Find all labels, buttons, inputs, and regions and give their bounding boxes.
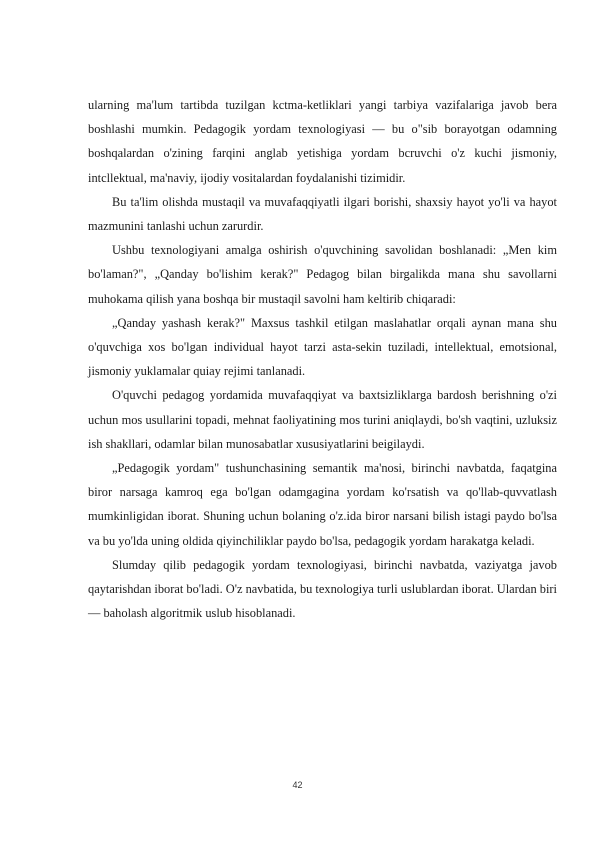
page-body bbox=[88, 93, 557, 625]
page-number: 42 bbox=[292, 780, 303, 790]
paragraph-4: „Qanday yashash kerak?" Maxsus tashkil etilgan maslahatlar orqali aynan mana shu o'quvchiga xos bo'lgan individual hayot tarzi asta-sekin tuziladi, intellektual, emotsional, jismoniy yuklamalar quiay rejimi tanlanadi. bbox=[88, 315, 557, 379]
paragraph-6: „Pedagogik yordam" tushunchasining semantik ma'nosi, birinchi navbatda, faqatgina biror narsaga kamroq ega bo'lgan odamgagina yordam ko'rsatish va qo'llab-quvvatlash mumkinligidan iborat. Shuning uchun bolaning o'z.ida biror narsani bilish istagi paydo bo'lsa va bu yo'lda uning oldida qiyinchiliklar paydo bo'lsa, pedagogik yordam harakatga keladi. bbox=[88, 461, 557, 548]
paragraph-1: ularning ma'lum tartibda tuzilgan kctma-ketliklari yangi tarbiya vazifalariga javob bera boshlashi mumkin. Pedagogik yordam texnologiyasi — bu o"sib borayotgan odamning boshqalardan o'zining farqini anglab yetishiga yordam bcruvchi o'z kuchi jismoniy, intcllektual, ma'naviy, ijodiy vositalardan foydalanishi tizimidir. bbox=[88, 98, 557, 185]
paragraph-3: Ushbu texnologiyani amalga oshirish o'quvchining savolidan boshlanadi: „Men kim bo'laman?", „Qanday bo'lishim kerak?" Pedagog bilan birgalikda mana shu savollarni muhokama qilish yana boshqa bir mustaqil savolni ham keltirib chiqaradi: bbox=[88, 243, 557, 306]
paragraph-7: Slumday qilib pedagogik yordam texnologiyasi, birinchi navbatda, vaziyatga javob qaytarishdan iborat bo'ladi. O'z navbatida, bu texnologiya turli uslublardan iborat. Ulardan biri — baholash algoritmik uslub hisoblanadi. bbox=[88, 557, 557, 621]
paragraph-2: Bu ta'lim olishda mustaqil va muvafaqqiyatli ilgari borishi, shaxsiy hayot yo'li va hayot mazmunini tanlashi uchun zarurdir. bbox=[88, 194, 557, 234]
paragraph-5: O'quvchi pedagog yordamida muvafaqqiyat va baxtsizliklarga bardosh berishning o'zi uchun mos usullarini topadi, mehnat faoliyatining mos turini aniqlaydi, bo'sh vaqtini, uzluksiz ish shakllari, odamlar bilan munosabatlar xususiyatlarini beigilaydi. bbox=[88, 388, 557, 451]
